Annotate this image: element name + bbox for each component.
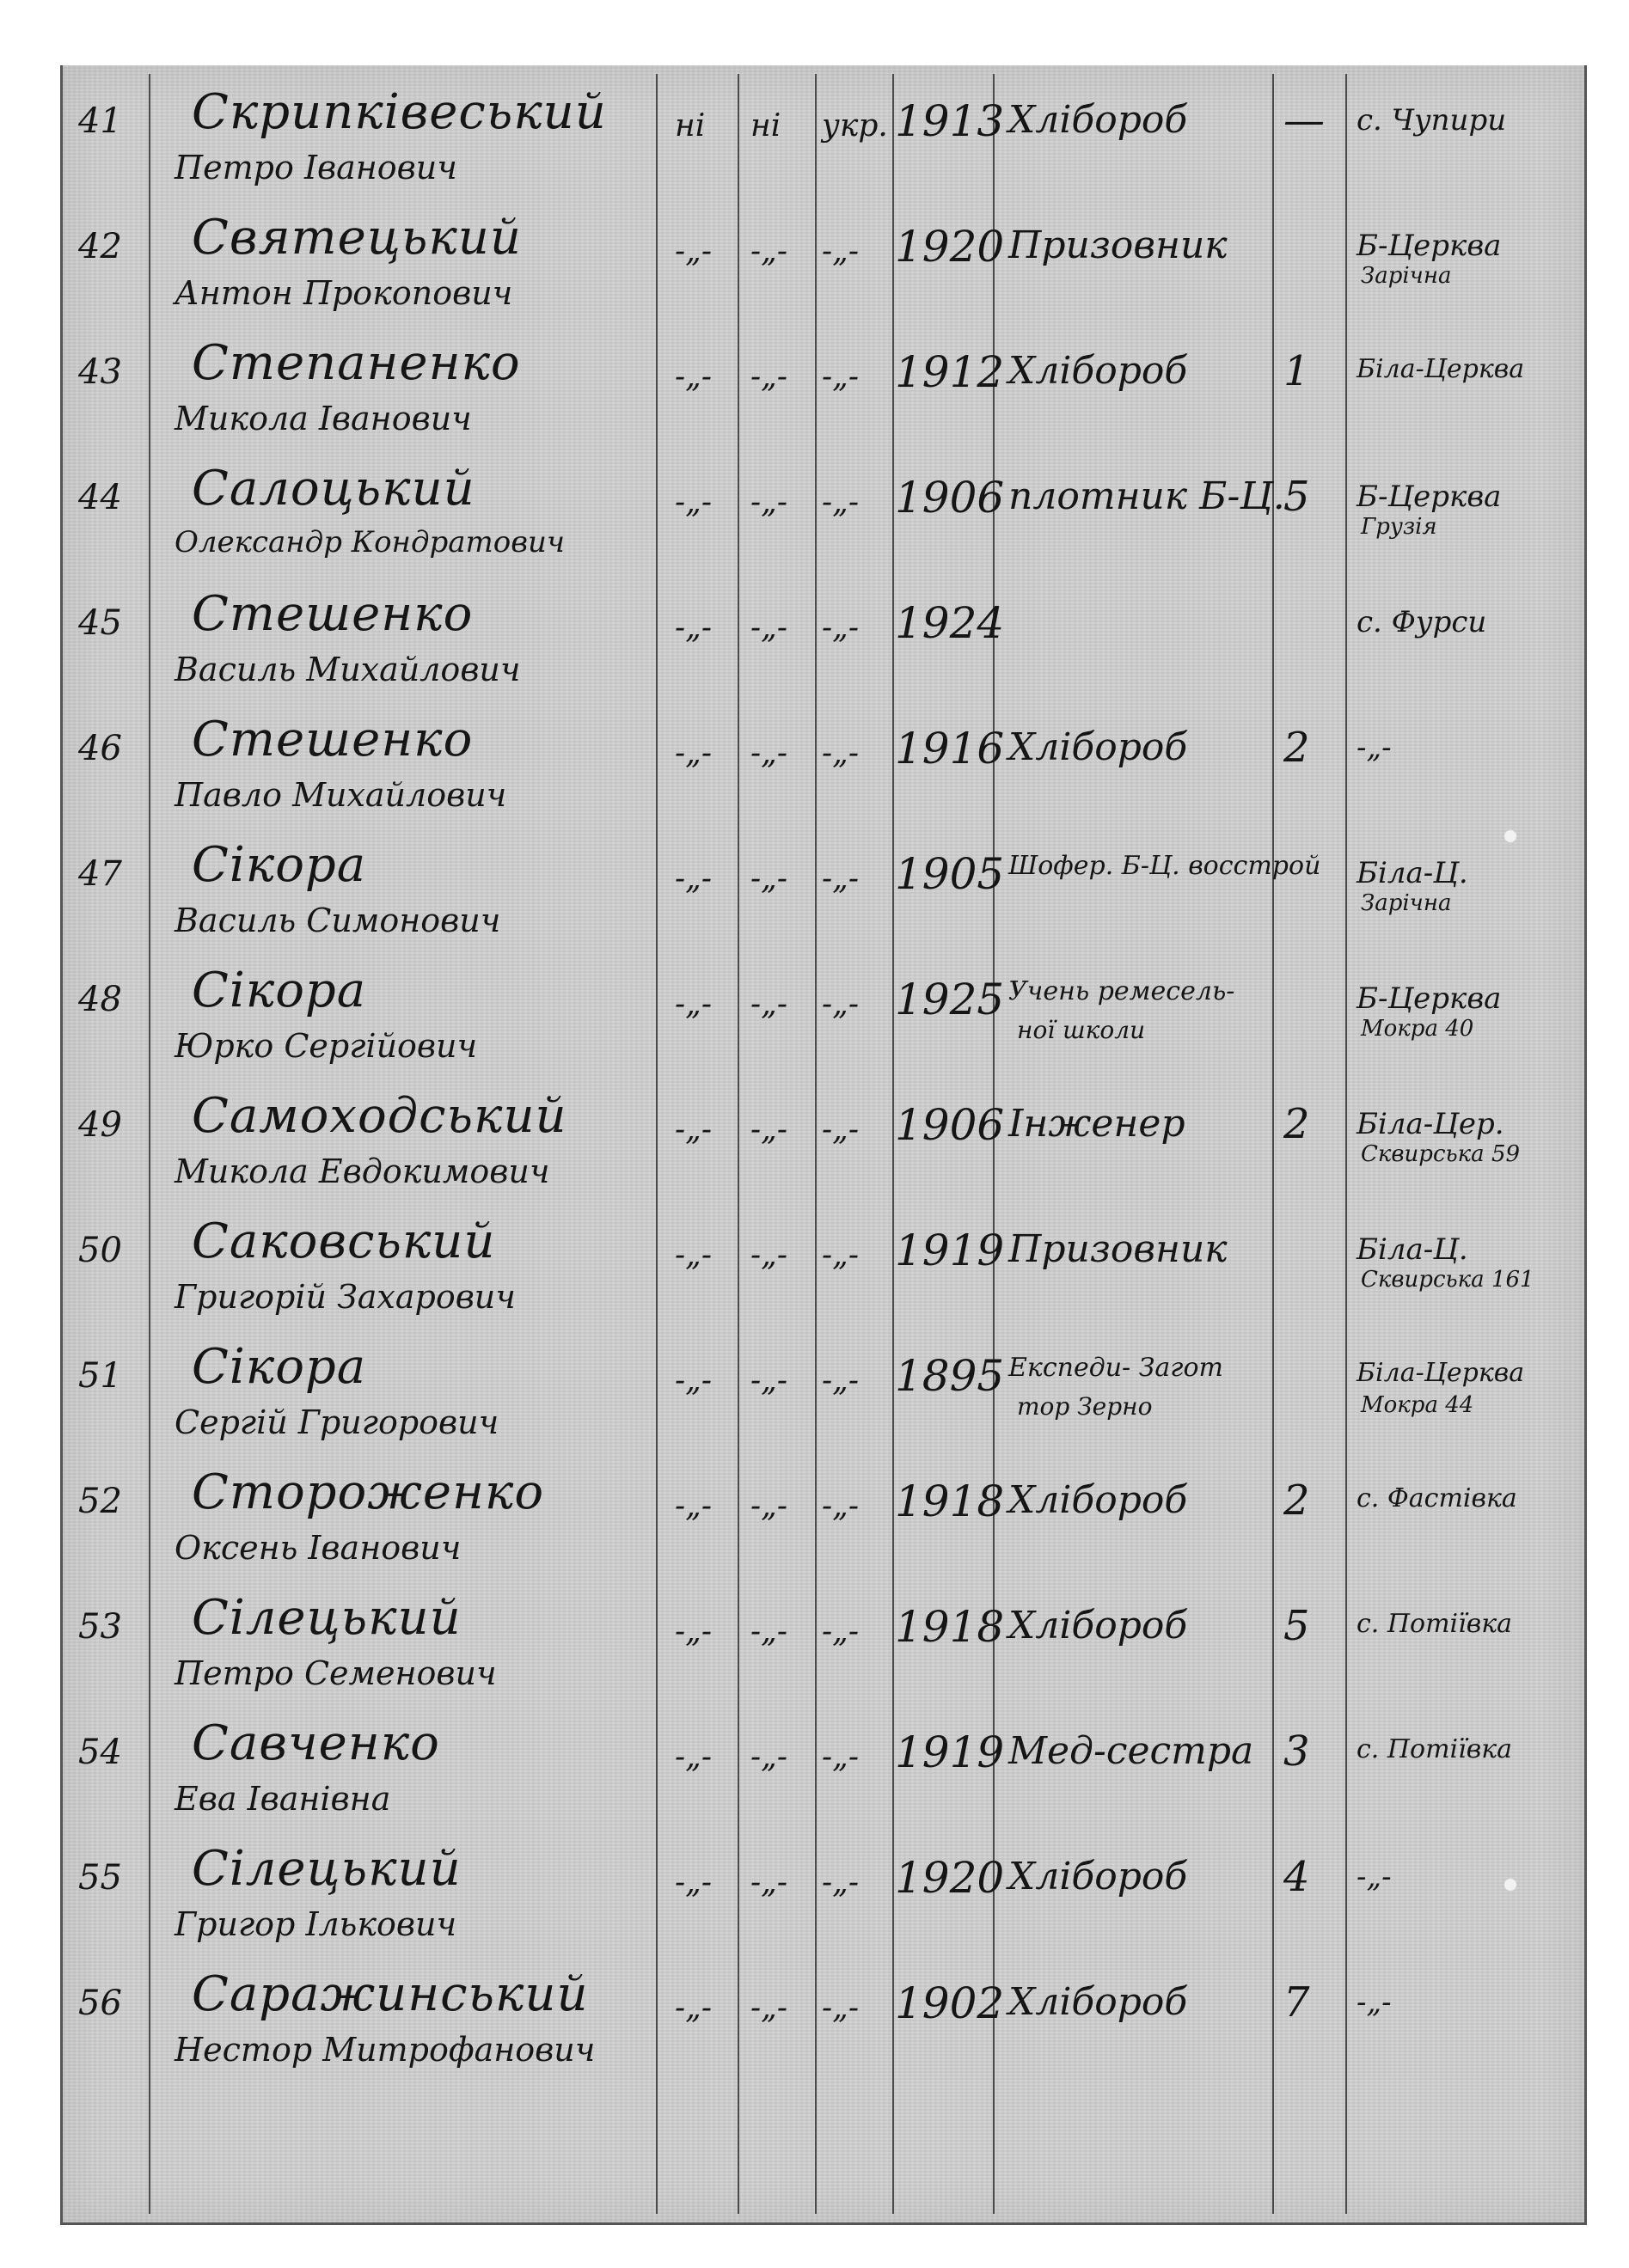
address-line2: Зарічна bbox=[1361, 263, 1452, 289]
occupation: Хлібороб bbox=[1008, 725, 1188, 769]
komsomol-column: -„- bbox=[750, 1112, 787, 1147]
occupation: Призовник bbox=[1008, 223, 1228, 267]
birth-year: 1905 bbox=[895, 849, 1005, 899]
family-size: — bbox=[1283, 96, 1325, 144]
row-number: 56 bbox=[78, 1984, 122, 2023]
komsomol-column: -„- bbox=[750, 234, 787, 269]
occupation: Хлібороб bbox=[1008, 349, 1188, 393]
family-size: 4 bbox=[1283, 1853, 1310, 1901]
address: Б-Церква bbox=[1356, 480, 1502, 514]
address: Біла-Ц. bbox=[1356, 856, 1468, 890]
address-line2: Зарічна bbox=[1361, 890, 1452, 916]
address-line2: Сквирська 59 bbox=[1361, 1141, 1521, 1167]
surname: Стешенко bbox=[192, 712, 474, 767]
birth-year: 1912 bbox=[895, 347, 1005, 397]
komsomol-column: -„- bbox=[750, 987, 787, 1022]
nationality-column: укр. bbox=[822, 108, 888, 144]
address: с. Фурси bbox=[1356, 605, 1487, 639]
surname: Стешенко bbox=[192, 586, 474, 642]
occupation: Хлібороб bbox=[1008, 1980, 1188, 2024]
party-column: -„- bbox=[675, 1865, 712, 1900]
given-names: Петро Семенович bbox=[175, 1654, 497, 1692]
komsomol-column: -„- bbox=[750, 485, 787, 520]
table-row bbox=[63, 1590, 1584, 1715]
nationality-column: -„- bbox=[822, 234, 859, 269]
surname: Святецький bbox=[192, 210, 522, 266]
nationality-column: -„- bbox=[822, 1489, 859, 1524]
table-row bbox=[63, 1966, 1584, 2092]
address: с. Чупири bbox=[1356, 103, 1507, 138]
address: -„- bbox=[1356, 731, 1392, 765]
occupation: Хлібороб bbox=[1008, 1478, 1188, 1522]
family-size: 7 bbox=[1283, 1978, 1310, 2027]
family-size: 2 bbox=[1283, 1476, 1310, 1525]
row-number: 55 bbox=[78, 1858, 122, 1898]
party-column: -„- bbox=[675, 1739, 712, 1775]
row-number: 46 bbox=[78, 729, 122, 768]
occupation-line2: тор Зерно bbox=[1017, 1392, 1153, 1421]
given-names: Ева Іванівна bbox=[175, 1780, 391, 1818]
party-column: -„- bbox=[675, 987, 712, 1022]
address: Біла-Церква bbox=[1356, 354, 1525, 384]
birth-year: 1920 bbox=[895, 222, 1005, 272]
komsomol-column: -„- bbox=[750, 1990, 787, 2026]
row-number: 42 bbox=[78, 227, 122, 266]
address: Біла-Церква bbox=[1356, 1358, 1525, 1388]
party-column: -„- bbox=[675, 610, 712, 645]
occupation: Хлібороб bbox=[1008, 1604, 1188, 1648]
occupation: Інженер bbox=[1008, 1102, 1185, 1146]
surname: Самоходський bbox=[192, 1088, 567, 1144]
address-line2: Мокра 44 bbox=[1361, 1392, 1474, 1418]
birth-year: 1916 bbox=[895, 724, 1005, 773]
occupation: Учень ремесель- bbox=[1008, 976, 1235, 1006]
table-row bbox=[63, 1339, 1584, 1464]
address-line2: Мокра 40 bbox=[1361, 1016, 1474, 1042]
address-line2: Сквирська 161 bbox=[1361, 1267, 1534, 1293]
given-names: Юрко Сергійович bbox=[175, 1027, 478, 1065]
surname: Стороженко bbox=[192, 1464, 545, 1520]
birth-year: 1906 bbox=[895, 1100, 1005, 1150]
address: с. Потіївка bbox=[1356, 1609, 1512, 1639]
row-number: 53 bbox=[78, 1607, 122, 1647]
table-row bbox=[63, 210, 1584, 335]
nationality-column: -„- bbox=[822, 1739, 859, 1775]
surname: Савченко bbox=[192, 1715, 440, 1771]
komsomol-column: -„- bbox=[750, 610, 787, 645]
party-column: -„- bbox=[675, 234, 712, 269]
given-names: Григор Ількович bbox=[175, 1905, 457, 1943]
birth-year: 1902 bbox=[895, 1978, 1005, 2028]
party-column: -„- bbox=[675, 861, 712, 896]
komsomol-column: -„- bbox=[750, 861, 787, 896]
komsomol-column: -„- bbox=[750, 359, 787, 394]
nationality-column: -„- bbox=[822, 485, 859, 520]
row-number: 45 bbox=[78, 603, 122, 643]
address: с. Фастівка bbox=[1356, 1483, 1517, 1513]
birth-year: 1920 bbox=[895, 1853, 1005, 1903]
party-column: -„- bbox=[675, 1112, 712, 1147]
row-number: 49 bbox=[78, 1105, 122, 1145]
komsomol-column: -„- bbox=[750, 1238, 787, 1273]
nationality-column: -„- bbox=[822, 1865, 859, 1900]
family-size: 5 bbox=[1283, 473, 1310, 521]
table-row bbox=[63, 1213, 1584, 1339]
address-line2: Грузія bbox=[1361, 514, 1437, 540]
given-names: Сергій Григорович bbox=[175, 1403, 499, 1441]
surname: Сікора bbox=[192, 963, 367, 1018]
address: -„- bbox=[1356, 1860, 1392, 1894]
occupation-line2: ної школи bbox=[1017, 1016, 1146, 1044]
birth-year: 1925 bbox=[895, 975, 1005, 1024]
family-size: 2 bbox=[1283, 724, 1310, 772]
address: Б-Церква bbox=[1356, 229, 1502, 263]
party-column: -„- bbox=[675, 485, 712, 520]
table-row bbox=[63, 1464, 1584, 1590]
given-names: Оксень Іванович bbox=[175, 1529, 462, 1567]
row-number: 48 bbox=[78, 980, 122, 1019]
given-names: Олександр Кондратович bbox=[175, 525, 566, 559]
komsomol-column: -„- bbox=[750, 1739, 787, 1775]
surname: Сілецький bbox=[192, 1590, 462, 1646]
table-row bbox=[63, 1715, 1584, 1841]
occupation: плотник Б-Ц. bbox=[1008, 474, 1285, 518]
party-column: -„- bbox=[675, 1238, 712, 1273]
table-row bbox=[63, 712, 1584, 837]
row-number: 47 bbox=[78, 854, 122, 894]
given-names: Павло Михайлович bbox=[175, 776, 507, 814]
address: -„- bbox=[1356, 1985, 1392, 2020]
row-number: 50 bbox=[78, 1231, 122, 1270]
birth-year: 1918 bbox=[895, 1602, 1005, 1652]
occupation: Хлібороб bbox=[1008, 98, 1188, 142]
komsomol-column: -„- bbox=[750, 1489, 787, 1524]
given-names: Нестор Митрофанович bbox=[175, 2031, 596, 2069]
row-number: 51 bbox=[78, 1356, 122, 1396]
nationality-column: -„- bbox=[822, 1112, 859, 1147]
table-row bbox=[63, 963, 1584, 1088]
row-number: 52 bbox=[78, 1482, 122, 1521]
table-row bbox=[63, 1841, 1584, 1966]
family-size: 1 bbox=[1283, 347, 1310, 395]
surname: Саражинський bbox=[192, 1966, 589, 2022]
surname: Саковський bbox=[192, 1213, 496, 1269]
table-row bbox=[63, 461, 1584, 586]
birth-year: 1919 bbox=[895, 1727, 1005, 1777]
table-row bbox=[63, 84, 1584, 210]
surname: Степаненко bbox=[192, 335, 521, 391]
party-column: -„- bbox=[675, 736, 712, 771]
document-page bbox=[60, 65, 1587, 2225]
nationality-column: -„- bbox=[822, 987, 859, 1022]
table-row bbox=[63, 335, 1584, 461]
given-names: Микола Евдокимович bbox=[175, 1152, 550, 1190]
occupation: Хлібороб bbox=[1008, 1855, 1188, 1898]
occupation: Шофер. Б-Ц. восстрой bbox=[1008, 851, 1321, 881]
party-column: ні bbox=[675, 108, 706, 144]
row-number: 41 bbox=[78, 101, 122, 141]
birth-year: 1918 bbox=[895, 1476, 1005, 1526]
surname: Сікора bbox=[192, 1339, 367, 1395]
komsomol-column: ні bbox=[750, 108, 781, 144]
party-column: -„- bbox=[675, 1614, 712, 1649]
nationality-column: -„- bbox=[822, 861, 859, 896]
given-names: Антон Прокопович bbox=[175, 274, 513, 312]
address: Біла-Цер. bbox=[1356, 1107, 1504, 1141]
nationality-column: -„- bbox=[822, 359, 859, 394]
nationality-column: -„- bbox=[822, 610, 859, 645]
occupation: Експеди- Загот bbox=[1008, 1353, 1223, 1383]
surname: Сілецький bbox=[192, 1841, 462, 1897]
nationality-column: -„- bbox=[822, 1238, 859, 1273]
party-column: -„- bbox=[675, 359, 712, 394]
given-names: Микола Іванович bbox=[175, 400, 472, 437]
surname: Салоцький bbox=[192, 461, 475, 517]
komsomol-column: -„- bbox=[750, 1363, 787, 1398]
komsomol-column: -„- bbox=[750, 736, 787, 771]
birth-year: 1906 bbox=[895, 473, 1005, 523]
birth-year: 1919 bbox=[895, 1226, 1005, 1275]
table-row bbox=[63, 837, 1584, 963]
row-number: 43 bbox=[78, 352, 122, 392]
family-size: 5 bbox=[1283, 1602, 1310, 1650]
family-size: 3 bbox=[1283, 1727, 1310, 1776]
occupation: Мед-сестра bbox=[1008, 1729, 1254, 1773]
party-column: -„- bbox=[675, 1990, 712, 2026]
table-row bbox=[63, 1088, 1584, 1213]
occupation: Призовник bbox=[1008, 1227, 1228, 1271]
nationality-column: -„- bbox=[822, 1614, 859, 1649]
address: с. Потіївка bbox=[1356, 1734, 1512, 1764]
address: Біла-Ц. bbox=[1356, 1232, 1468, 1267]
family-size: 2 bbox=[1283, 1100, 1310, 1148]
komsomol-column: -„- bbox=[750, 1865, 787, 1900]
nationality-column: -„- bbox=[822, 1990, 859, 2026]
birth-year: 1924 bbox=[895, 598, 1005, 648]
nationality-column: -„- bbox=[822, 736, 859, 771]
given-names: Василь Симонович bbox=[175, 902, 501, 939]
surname: Сікора bbox=[192, 837, 367, 893]
address: Б-Церква bbox=[1356, 981, 1502, 1016]
row-number: 44 bbox=[78, 478, 122, 517]
komsomol-column: -„- bbox=[750, 1614, 787, 1649]
given-names: Григорій Захарович bbox=[175, 1278, 516, 1316]
party-column: -„- bbox=[675, 1363, 712, 1398]
birth-year: 1895 bbox=[895, 1351, 1005, 1401]
nationality-column: -„- bbox=[822, 1363, 859, 1398]
birth-year: 1913 bbox=[895, 96, 1005, 146]
row-number: 54 bbox=[78, 1733, 122, 1772]
given-names: Василь Михайлович bbox=[175, 651, 521, 688]
surname: Скрипківеський bbox=[192, 84, 607, 140]
given-names: Петро Іванович bbox=[175, 149, 457, 186]
table-row bbox=[63, 586, 1584, 712]
party-column: -„- bbox=[675, 1489, 712, 1524]
